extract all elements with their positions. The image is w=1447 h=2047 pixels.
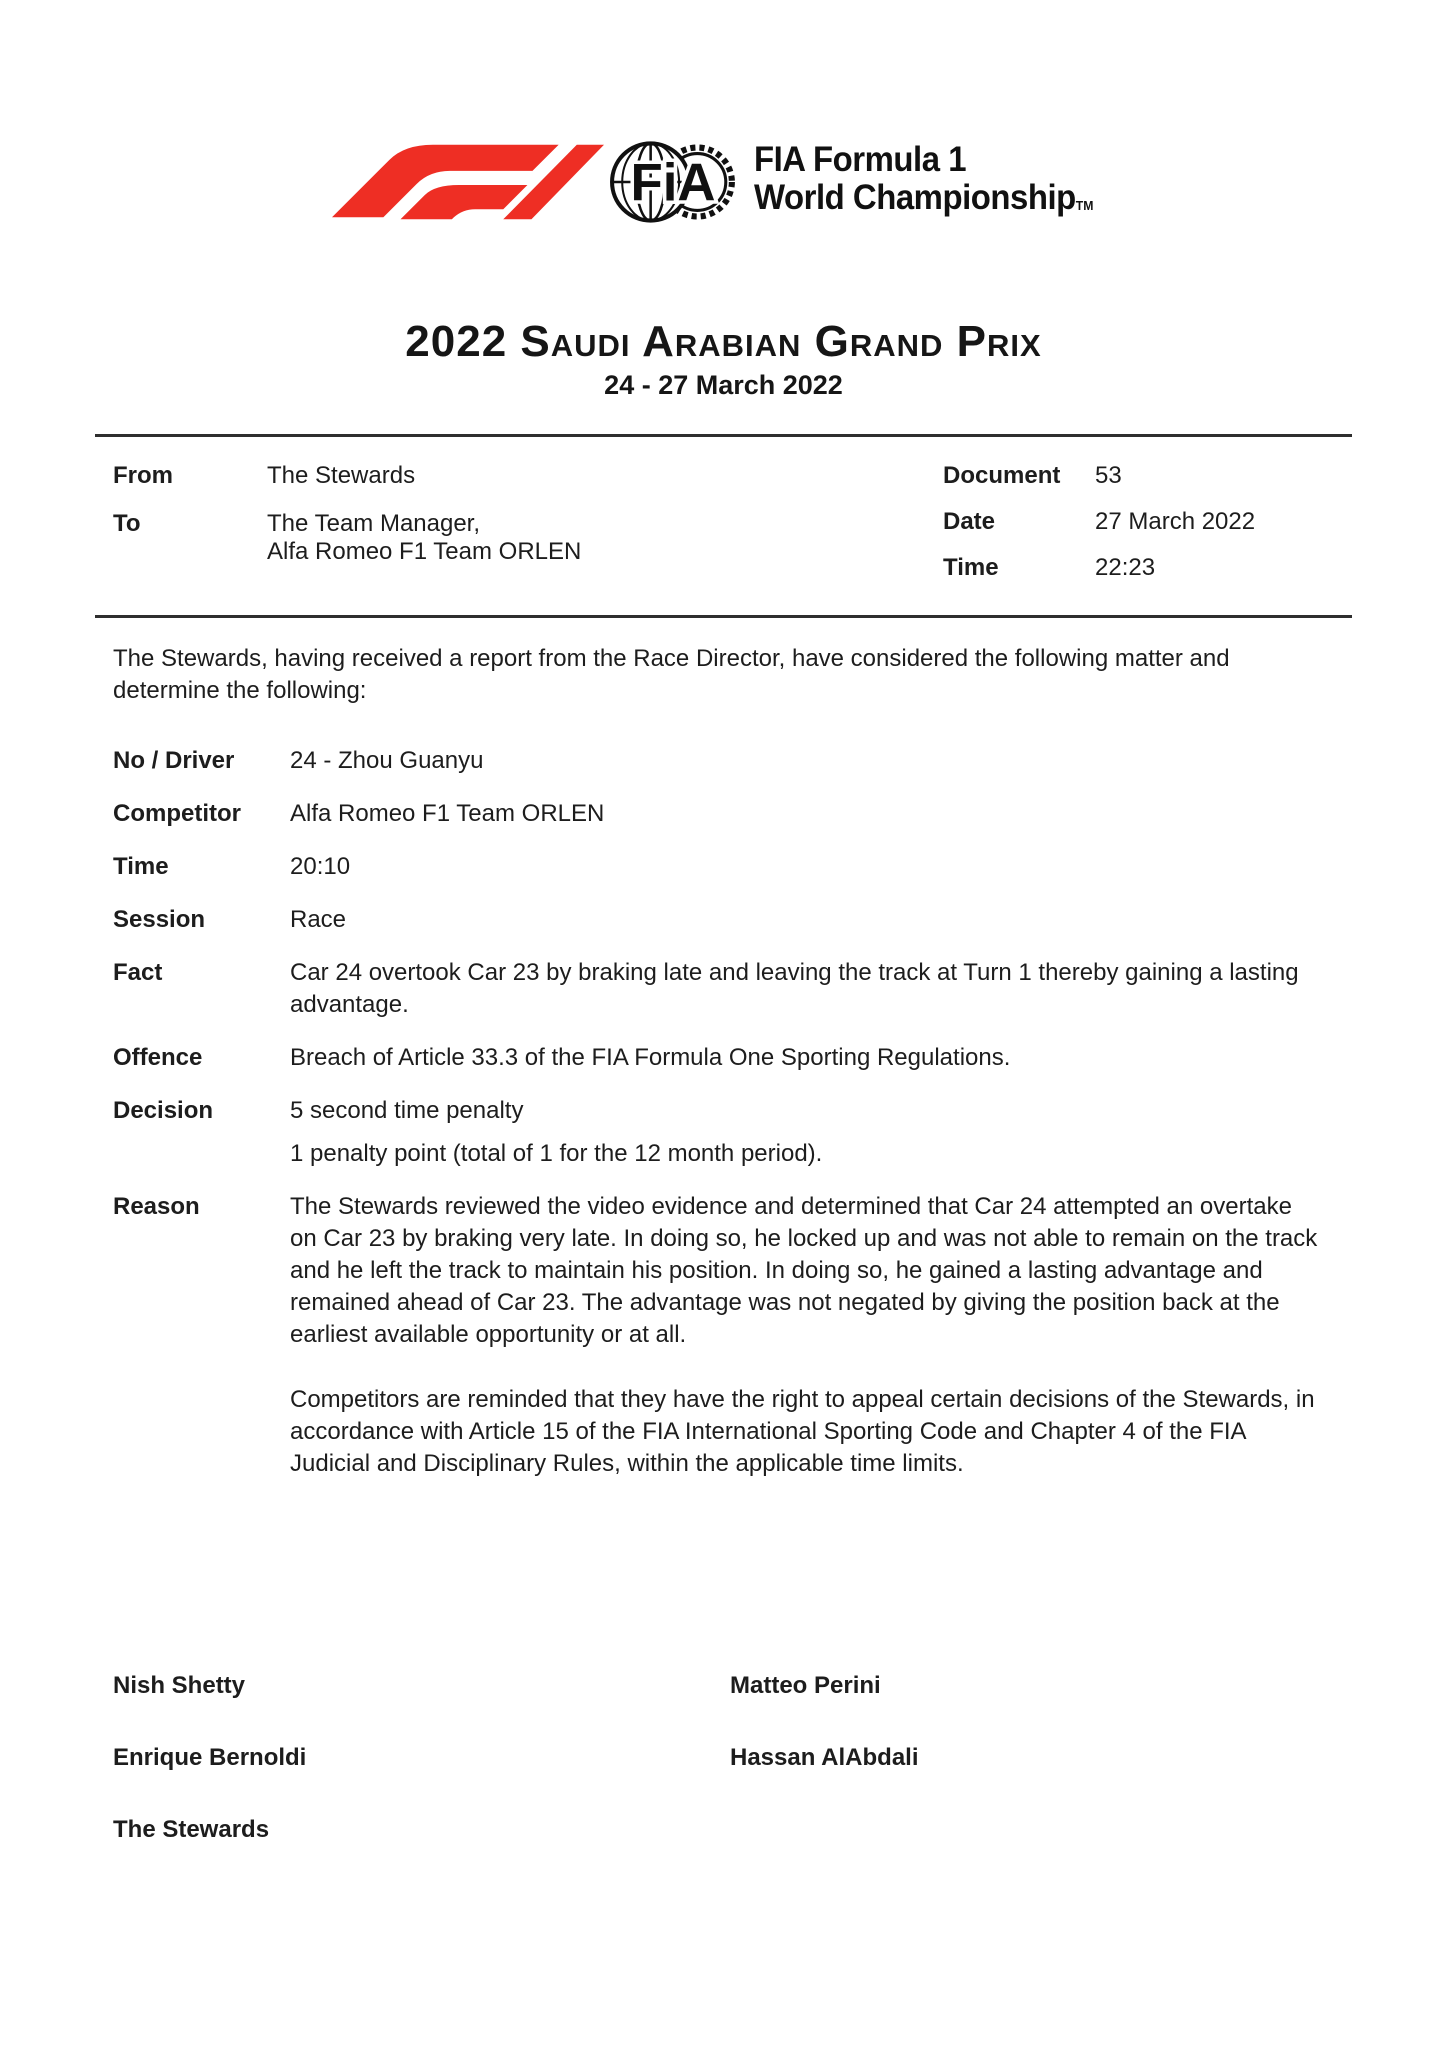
field-value <box>290 1042 1325 1074</box>
meta-row <box>943 508 1255 536</box>
field-value <box>290 1191 1325 1480</box>
document-meta-section <box>95 434 1352 618</box>
field-value <box>290 798 1325 830</box>
meta-label: From <box>113 462 173 489</box>
decision-fields <box>0 745 1447 1480</box>
field-label: Fact <box>113 959 163 986</box>
field-value <box>290 1095 1325 1170</box>
field-paragraph: 20:10 <box>290 853 351 880</box>
field-paragraph: Alfa Romeo F1 Team ORLEN <box>290 800 605 827</box>
field-label: Offence <box>113 1044 203 1071</box>
header-logo-row <box>0 134 1447 230</box>
field-row <box>113 745 1447 777</box>
trademark-symbol: TM <box>1075 197 1094 213</box>
signature-name: Hassan AlAbdali <box>730 1744 919 1771</box>
field-label: Reason <box>113 1193 200 1220</box>
fia-monogram-text: FiA <box>630 153 716 213</box>
meta-value-line: The Stewards <box>267 462 416 489</box>
field-paragraph: 1 penalty point (total of 1 for the 12 month period). <box>290 1140 823 1167</box>
meta-label: To <box>113 510 141 537</box>
meta-value: 53 <box>1095 462 1122 489</box>
field-label: Session <box>113 906 206 933</box>
field-value <box>290 745 1325 777</box>
signature-name: The Stewards <box>113 1816 270 1843</box>
field-paragraph: Competitors are reminded that they have the right to appeal certain decisions of the Stewards, in accordance with Article 15 of the FIA International Sporting Code and Chapter 4 of the FIA Judicial and Disciplinary Rules, within the applicable time limits. <box>290 1386 1315 1477</box>
title-block <box>0 318 1447 400</box>
field-label: Time <box>113 853 169 880</box>
field-paragraph: 24 - Zhou Guanyu <box>290 747 484 774</box>
meta-document-date-time <box>943 462 1255 600</box>
meta-row <box>943 554 1255 582</box>
signature-name: Enrique Bernoldi <box>113 1744 307 1771</box>
signature-row <box>113 1742 1447 1774</box>
meta-label: Time <box>943 554 999 581</box>
field-row <box>113 904 1447 936</box>
signature-name: Matteo Perini <box>730 1672 881 1699</box>
brand-line1: FIA Formula 1 <box>753 139 966 179</box>
meta-label: Document <box>943 462 1061 489</box>
field-value <box>290 904 1325 936</box>
meta-value-line: The Team Manager, <box>267 510 481 537</box>
brand-wordmark <box>754 141 1093 224</box>
field-row <box>113 851 1447 883</box>
field-paragraph: The Stewards reviewed the video evidence and determined that Car 24 attempted an overtake on Car 23 by braking very late. In doing so, he locked up and was not able to remain on the track and he left the track to maintain his position. In doing so, he gained a lasting advantage and remained ahead of Car 23. The advantage was not negated by giving the position back at the earliest available opportunity or at all. <box>290 1193 1318 1348</box>
f1-logo-icon <box>332 144 604 220</box>
signature-row <box>113 1814 1447 1846</box>
field-row <box>113 1042 1447 1074</box>
page-title: 2022 Saudi Arabian Grand Prix <box>405 317 1042 366</box>
event-dates: 24 - 27 March 2022 <box>604 370 843 400</box>
meta-label: Date <box>943 508 996 535</box>
field-paragraph: Car 24 overtook Car 23 by braking late and leaving the track at Turn 1 thereby gaining a lasting advantage. <box>290 959 1299 1018</box>
field-row <box>113 1095 1447 1170</box>
meta-row <box>943 462 1255 490</box>
field-paragraph: 5 second time penalty <box>290 1097 524 1124</box>
field-row <box>113 798 1447 830</box>
field-label: Decision <box>113 1097 214 1124</box>
fia-emblem-icon <box>608 139 740 225</box>
meta-value-line: Alfa Romeo F1 Team ORLEN <box>267 538 582 565</box>
field-row <box>113 1191 1447 1480</box>
signature-name: Nish Shetty <box>113 1672 246 1699</box>
intro-paragraph: The Stewards, having received a report from the Race Director, have considered the following matter and determine the following: <box>113 645 1230 704</box>
field-paragraph: Race <box>290 906 347 933</box>
meta-value: 27 March 2022 <box>1095 508 1256 535</box>
field-value <box>290 851 1325 883</box>
signature-row <box>113 1670 1447 1702</box>
field-label: Competitor <box>113 800 241 827</box>
signatures-section <box>0 1670 1447 1846</box>
field-label: No / Driver <box>113 747 235 774</box>
meta-value: 22:23 <box>1095 554 1156 581</box>
field-row <box>113 957 1447 1021</box>
brand-line2: World ChampionshipTM <box>753 177 1094 217</box>
field-paragraph: Breach of Article 33.3 of the FIA Formula One Sporting Regulations. <box>290 1044 1011 1071</box>
field-value <box>290 957 1325 1021</box>
